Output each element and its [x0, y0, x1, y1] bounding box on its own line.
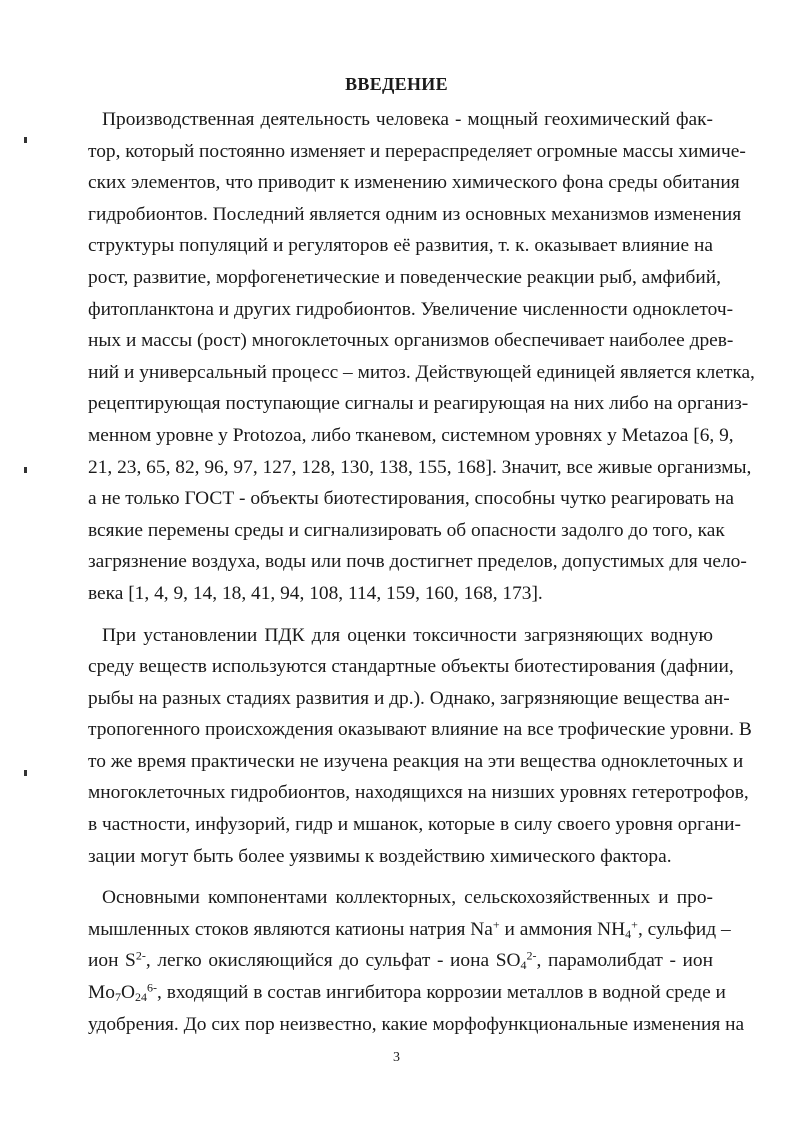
text-line: Основными компонентами коллекторных, сельскохозяйственных и про-	[102, 887, 713, 909]
formula-subscript: 7	[114, 990, 121, 1005]
paragraph-1	[88, 104, 755, 610]
text-line: При установлении ПДК для оценки токсичности загрязняющих водную	[102, 624, 713, 646]
text-line: многоклеточных гидробионтов, находящихся на низших уровнях гетеротрофов,	[88, 782, 749, 804]
text-line: тропогенного происхождения оказывают влияние на все трофические уровни. В	[88, 719, 752, 741]
scan-artifact	[24, 467, 27, 473]
text-line: $Mo_7O_{24}^{6-}$, входящий в состав ингибитора коррозии металлов в водной среде и	[88, 980, 726, 1005]
text-line: удобрения. До сих пор неизвестно, какие морфофункциональные изменения на	[88, 1013, 745, 1035]
text-line: то же время практически не изучена реакция на эти вещества одноклеточных и	[88, 750, 744, 772]
text-line: загрязнение воздуха, воды или почв достигнет пределов, допустимых для чело-	[88, 551, 747, 573]
scan-artifact	[24, 137, 27, 143]
formula-subscript: 24	[134, 990, 147, 1005]
scan-artifact	[24, 770, 27, 776]
paragraph-2	[88, 620, 752, 873]
text-line: ских элементов, что приводит к изменению химического фона среды обитания	[88, 172, 740, 194]
text-line: фитопланктона и других гидробионтов. Увеличение численности одноклеточ-	[88, 298, 734, 320]
text-line: структуры популяций и регуляторов её развития, т. к. оказывает влияние на	[88, 235, 713, 257]
text-line: 21, 23, 65, 82, 96, 97, 127, 128, 130, 138, 155, 168]. Значит, все живые организмы,	[88, 456, 752, 478]
paragraph-3	[88, 882, 745, 1040]
charge-superscript: +	[631, 917, 638, 932]
text-line: менном уровне у Protozoa, либо тканевом, системном уровнях у Metazoa [6, 9,	[88, 424, 734, 446]
text-line: а не только ГОСТ - объекты биотестирования, способны чутко реагировать на	[88, 488, 735, 510]
text-line: всякие перемены среды и сигнализировать об опасности задолго до того, как	[88, 519, 725, 541]
document-body	[88, 104, 755, 1040]
text-line: в частности, инфузорий, гидр и мшанок, которые в силу своего уровня органи-	[88, 814, 741, 836]
text-line: зации могут быть более уязвимы к воздействию химического фактора.	[88, 845, 672, 867]
text-line: рецептирующая поступающие сигналы и реагирующая на них либо на организ-	[88, 393, 749, 415]
charge-superscript: 2-	[526, 948, 537, 963]
formula-subscript: 4	[520, 958, 527, 973]
text-line: рост, развитие, морфогенетические и поведенческие реакции рыб, амфибий,	[88, 266, 721, 288]
text-line: Производственная деятельность человека - мощный геохимический фак-	[102, 109, 713, 130]
text-line: мышленных стоков являются катионы натрия Na+ и аммония $NH_4^+$, сульфид –	[88, 917, 731, 941]
text-line: ний и универсальный процесс – митоз. Действующей единицей является клетка,	[88, 361, 755, 383]
text-line: гидробионтов. Последний является одним из основных механизмов изменения	[88, 203, 742, 225]
formula-subscript: 4	[625, 926, 632, 941]
text-line: ион $S^{2-}$, легко окисляющийся до сульфат - иона $SO_4^{2-}$, парамолибдат - ион	[88, 948, 713, 973]
page-title: ВВЕДЕНИЕ	[345, 74, 448, 94]
text-line: среду веществ используются стандартные объекты биотестирования (дафнии,	[88, 656, 734, 678]
charge-superscript: 6-	[146, 980, 157, 995]
text-line: ных и массы (рост) многоклеточных организмов обеспечивает наиболее древ-	[88, 330, 734, 352]
text-line: рыбы на разных стадиях развития и др.). Однако, загрязняющие вещества ан-	[88, 687, 730, 709]
page-number: 3	[393, 1050, 400, 1065]
charge-superscript: 2-	[135, 948, 146, 963]
text-line: тор, который постоянно изменяет и перераспределяет огромные массы химиче-	[88, 140, 746, 162]
charge-superscript: +	[492, 917, 500, 932]
text-line: века [1, 4, 9, 14, 18, 41, 94, 108, 114, 159, 160, 168, 173].	[88, 582, 543, 604]
